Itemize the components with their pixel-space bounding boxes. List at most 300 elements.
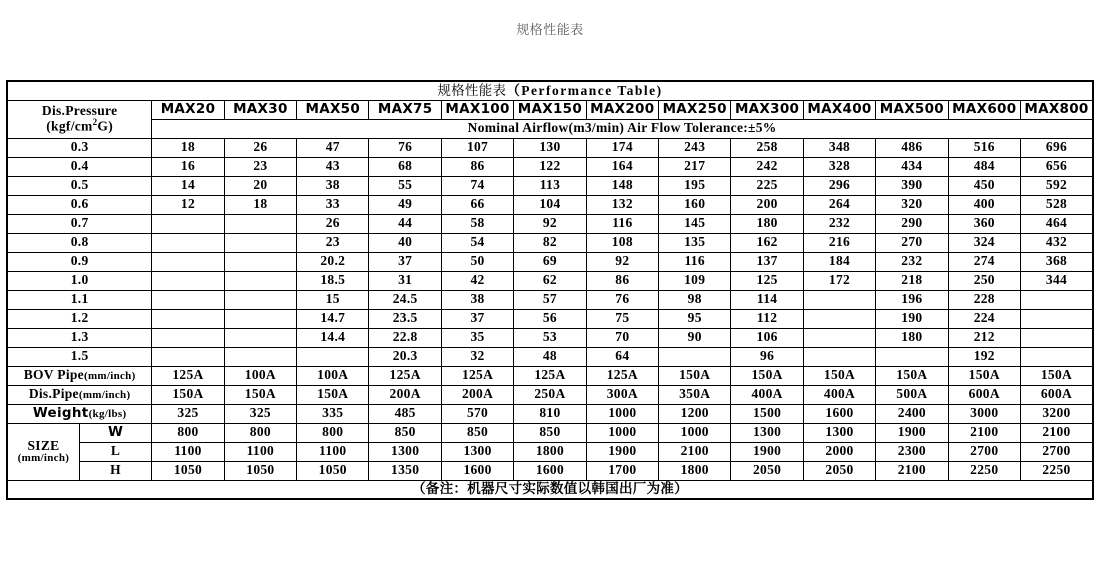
pressure-value: 0.8: [7, 233, 152, 252]
dis-pressure-unit-pre: (kgf/cm: [46, 118, 93, 134]
model-header-max75: MAX75: [369, 100, 441, 119]
nominal-airflow-note-row: [7, 119, 1093, 138]
spec-unit-text: (kg/lbs): [88, 408, 127, 421]
cell-value: 600A: [948, 385, 1020, 404]
cell-value: 31: [369, 271, 441, 290]
cell-value: 464: [1020, 214, 1093, 233]
table-row: [7, 347, 1093, 366]
cell-value: 150A: [731, 366, 803, 385]
cell-value: [152, 347, 224, 366]
pressure-value: 1.2: [7, 309, 152, 328]
cell-value: 125A: [586, 366, 658, 385]
cell-value: [224, 347, 296, 366]
cell-value: 70: [586, 328, 658, 347]
cell-value: 145: [659, 214, 731, 233]
cell-value: 192: [948, 347, 1020, 366]
cell-value: 225: [731, 176, 803, 195]
cell-value: 1900: [731, 442, 803, 461]
cell-value: [224, 214, 296, 233]
cell-value: 108: [586, 233, 658, 252]
cell-value: 224: [948, 309, 1020, 328]
size-dimension-key-h: H: [79, 461, 151, 480]
pressure-value: 0.7: [7, 214, 152, 233]
cell-value: 434: [876, 157, 948, 176]
model-header-max800: MAX800: [1020, 100, 1093, 119]
cell-value: [224, 252, 296, 271]
size-unit-text: (mm/inch): [17, 451, 70, 464]
cell-value: 130: [514, 138, 586, 157]
cell-value: 1100: [152, 442, 224, 461]
cell-value: [659, 347, 731, 366]
cell-value: 2050: [731, 461, 803, 480]
cell-value: 1100: [297, 442, 369, 461]
cell-value: 1900: [586, 442, 658, 461]
cell-value: 600A: [1020, 385, 1093, 404]
cell-value: 92: [514, 214, 586, 233]
cell-value: [224, 271, 296, 290]
cell-value: 800: [224, 423, 296, 442]
cell-value: 49: [369, 195, 441, 214]
cell-value: 109: [659, 271, 731, 290]
table-title-chinese: 规格性能表: [437, 82, 507, 99]
cell-value: 125A: [441, 366, 513, 385]
cell-value: 212: [948, 328, 1020, 347]
model-header-max250: MAX250: [659, 100, 731, 119]
cell-value: 296: [803, 176, 875, 195]
cell-value: 68: [369, 157, 441, 176]
cell-value: 26: [224, 138, 296, 157]
cell-value: 1300: [731, 423, 803, 442]
cell-value: 217: [659, 157, 731, 176]
cell-value: 290: [876, 214, 948, 233]
cell-value: 64: [586, 347, 658, 366]
size-row-h: [7, 461, 1093, 480]
performance-table-body: [7, 81, 1093, 499]
footnote-row: [7, 480, 1093, 499]
table-row: [7, 252, 1093, 271]
cell-value: 264: [803, 195, 875, 214]
table-row: [7, 176, 1093, 195]
cell-value: 150A: [224, 385, 296, 404]
table-row: [7, 233, 1093, 252]
cell-value: 150A: [1020, 366, 1093, 385]
cell-value: [152, 290, 224, 309]
cell-value: 270: [876, 233, 948, 252]
cell-value: 218: [876, 271, 948, 290]
cell-value: 500A: [876, 385, 948, 404]
cell-value: 90: [659, 328, 731, 347]
cell-value: [803, 309, 875, 328]
spec-label-text: Weight: [32, 405, 89, 422]
cell-value: 76: [369, 138, 441, 157]
pressure-value: 0.3: [7, 138, 152, 157]
cell-value: 54: [441, 233, 513, 252]
cell-value: 20: [224, 176, 296, 195]
cell-value: [152, 309, 224, 328]
spec-row-weight: [7, 404, 1093, 423]
cell-value: 850: [369, 423, 441, 442]
size-dimension-key-l: L: [79, 442, 151, 461]
cell-value: [152, 233, 224, 252]
table-row: [7, 157, 1093, 176]
cell-value: 2300: [876, 442, 948, 461]
table-row: [7, 138, 1093, 157]
cell-value: 360: [948, 214, 1020, 233]
cell-value: 592: [1020, 176, 1093, 195]
cell-value: 150A: [152, 385, 224, 404]
cell-value: 150A: [948, 366, 1020, 385]
cell-value: 47: [297, 138, 369, 157]
cell-value: [152, 252, 224, 271]
cell-value: 200A: [369, 385, 441, 404]
model-header-max20: MAX20: [152, 100, 224, 119]
cell-value: [876, 347, 948, 366]
cell-value: 696: [1020, 138, 1093, 157]
cell-value: 274: [948, 252, 1020, 271]
cell-value: 100A: [224, 366, 296, 385]
cell-value: 20.3: [369, 347, 441, 366]
cell-value: 1900: [876, 423, 948, 442]
cell-value: 570: [441, 404, 513, 423]
dis-pressure-unit-sup: 2: [92, 117, 98, 128]
cell-value: 344: [1020, 271, 1093, 290]
cell-value: [297, 347, 369, 366]
cell-value: 56: [514, 309, 586, 328]
cell-value: 18: [152, 138, 224, 157]
cell-value: 24.5: [369, 290, 441, 309]
size-row-w: [7, 423, 1093, 442]
cell-value: 113: [514, 176, 586, 195]
table-title-english: （Performance Table): [506, 82, 663, 98]
spec-label-dis-pipe: [7, 385, 152, 404]
cell-value: 1050: [152, 461, 224, 480]
cell-value: 76: [586, 290, 658, 309]
cell-value: 164: [586, 157, 658, 176]
cell-value: 1350: [369, 461, 441, 480]
cell-value: 450: [948, 176, 1020, 195]
cell-value: 37: [441, 309, 513, 328]
cell-value: 335: [297, 404, 369, 423]
cell-value: 112: [731, 309, 803, 328]
model-header-max500: MAX500: [876, 100, 948, 119]
cell-value: [152, 271, 224, 290]
cell-value: 50: [441, 252, 513, 271]
cell-value: 14.7: [297, 309, 369, 328]
cell-value: 1600: [441, 461, 513, 480]
cell-value: 195: [659, 176, 731, 195]
cell-value: 86: [441, 157, 513, 176]
cell-value: 150A: [876, 366, 948, 385]
cell-value: 1700: [586, 461, 658, 480]
cell-value: 2100: [659, 442, 731, 461]
cell-value: 1800: [514, 442, 586, 461]
cell-value: 1300: [803, 423, 875, 442]
cell-value: [224, 309, 296, 328]
cell-value: 116: [659, 252, 731, 271]
cell-value: 2050: [803, 461, 875, 480]
pressure-value: 0.9: [7, 252, 152, 271]
cell-value: 57: [514, 290, 586, 309]
cell-value: 20.2: [297, 252, 369, 271]
cell-value: [152, 328, 224, 347]
cell-value: 232: [803, 214, 875, 233]
cell-value: 850: [514, 423, 586, 442]
cell-value: 348: [803, 138, 875, 157]
cell-value: [152, 214, 224, 233]
cell-value: 125A: [514, 366, 586, 385]
dis-pressure-label: Dis.Pressure: [41, 103, 118, 119]
cell-value: 14: [152, 176, 224, 195]
model-header-max400: MAX400: [803, 100, 875, 119]
cell-value: 66: [441, 195, 513, 214]
cell-value: 400A: [731, 385, 803, 404]
cell-value: 38: [297, 176, 369, 195]
cell-value: 180: [876, 328, 948, 347]
cell-value: 484: [948, 157, 1020, 176]
cell-value: 400: [948, 195, 1020, 214]
page-header-title: 规格性能表: [516, 23, 584, 38]
pressure-value: 1.5: [7, 347, 152, 366]
cell-value: 300A: [586, 385, 658, 404]
cell-value: 12: [152, 195, 224, 214]
cell-value: 150A: [297, 385, 369, 404]
cell-value: 2250: [948, 461, 1020, 480]
cell-value: 1100: [224, 442, 296, 461]
cell-value: 150A: [803, 366, 875, 385]
cell-value: 328: [803, 157, 875, 176]
pressure-value: 1.3: [7, 328, 152, 347]
table-row: [7, 271, 1093, 290]
cell-value: [224, 328, 296, 347]
cell-value: 116: [586, 214, 658, 233]
cell-value: 1000: [659, 423, 731, 442]
cell-value: 1600: [514, 461, 586, 480]
table-row: [7, 290, 1093, 309]
model-header-max50: MAX50: [297, 100, 369, 119]
cell-value: 100A: [297, 366, 369, 385]
spec-label-bov-pipe: [7, 366, 152, 385]
spec-unit-text: (mm/inch): [83, 370, 136, 383]
cell-value: 23: [224, 157, 296, 176]
model-header-max200: MAX200: [586, 100, 658, 119]
cell-value: 15: [297, 290, 369, 309]
cell-value: 196: [876, 290, 948, 309]
cell-value: [1020, 309, 1093, 328]
cell-value: 40: [369, 233, 441, 252]
cell-value: 74: [441, 176, 513, 195]
pressure-value: 1.1: [7, 290, 152, 309]
cell-value: 400A: [803, 385, 875, 404]
cell-value: 1050: [297, 461, 369, 480]
cell-value: 325: [224, 404, 296, 423]
spec-label-text: BOV Pipe: [23, 367, 84, 383]
cell-value: 48: [514, 347, 586, 366]
cell-value: 16: [152, 157, 224, 176]
cell-value: 69: [514, 252, 586, 271]
cell-value: 486: [876, 138, 948, 157]
cell-value: 1300: [369, 442, 441, 461]
cell-value: 800: [152, 423, 224, 442]
cell-value: 1000: [586, 404, 658, 423]
cell-value: 2700: [948, 442, 1020, 461]
model-header-max30: MAX30: [224, 100, 296, 119]
cell-value: 26: [297, 214, 369, 233]
cell-value: 368: [1020, 252, 1093, 271]
pressure-value: 0.6: [7, 195, 152, 214]
cell-value: 656: [1020, 157, 1093, 176]
cell-value: 2100: [1020, 423, 1093, 442]
cell-value: 135: [659, 233, 731, 252]
model-header-max300: MAX300: [731, 100, 803, 119]
cell-value: 125A: [152, 366, 224, 385]
performance-table-container: [6, 80, 1094, 500]
cell-value: 1300: [441, 442, 513, 461]
table-row: [7, 328, 1093, 347]
cell-value: 1000: [586, 423, 658, 442]
cell-value: 106: [731, 328, 803, 347]
cell-value: [1020, 290, 1093, 309]
spec-row-bov-pipe: [7, 366, 1093, 385]
cell-value: 250: [948, 271, 1020, 290]
dis-pressure-unit-post: G): [97, 118, 114, 134]
cell-value: 23.5: [369, 309, 441, 328]
size-label-text: SIZE: [27, 437, 60, 453]
cell-value: 18.5: [297, 271, 369, 290]
cell-value: [224, 233, 296, 252]
cell-value: 32: [441, 347, 513, 366]
cell-value: 810: [514, 404, 586, 423]
cell-value: [1020, 328, 1093, 347]
nominal-airflow-note: Nominal Airflow(m3/min) Air Flow Tolerance:±5%: [152, 119, 1093, 138]
cell-value: 2100: [948, 423, 1020, 442]
cell-value: 35: [441, 328, 513, 347]
model-header-max600: MAX600: [948, 100, 1020, 119]
cell-value: 1500: [731, 404, 803, 423]
performance-table: [6, 80, 1094, 500]
cell-value: 122: [514, 157, 586, 176]
cell-value: 96: [731, 347, 803, 366]
cell-value: 432: [1020, 233, 1093, 252]
cell-value: 800: [297, 423, 369, 442]
cell-value: 37: [369, 252, 441, 271]
cell-value: 258: [731, 138, 803, 157]
cell-value: 33: [297, 195, 369, 214]
cell-value: 250A: [514, 385, 586, 404]
cell-value: 350A: [659, 385, 731, 404]
cell-value: 1200: [659, 404, 731, 423]
cell-value: 324: [948, 233, 1020, 252]
cell-value: 850: [441, 423, 513, 442]
cell-value: [803, 347, 875, 366]
cell-value: 2400: [876, 404, 948, 423]
cell-value: 2700: [1020, 442, 1093, 461]
model-header-max150: MAX150: [514, 100, 586, 119]
cell-value: 114: [731, 290, 803, 309]
cell-value: 125A: [369, 366, 441, 385]
cell-value: 44: [369, 214, 441, 233]
cell-value: 53: [514, 328, 586, 347]
cell-value: 3200: [1020, 404, 1093, 423]
cell-value: 107: [441, 138, 513, 157]
cell-value: 14.4: [297, 328, 369, 347]
dis-pressure-header: [7, 100, 152, 138]
cell-value: 485: [369, 404, 441, 423]
cell-value: 137: [731, 252, 803, 271]
cell-value: 22.8: [369, 328, 441, 347]
cell-value: 1050: [224, 461, 296, 480]
cell-value: 1800: [659, 461, 731, 480]
cell-value: 232: [876, 252, 948, 271]
footnote: （备注：机器尺寸实际数值以韩国出厂为准）: [7, 480, 1093, 499]
cell-value: 150A: [659, 366, 731, 385]
cell-value: 2250: [1020, 461, 1093, 480]
cell-value: 62: [514, 271, 586, 290]
cell-value: 1600: [803, 404, 875, 423]
cell-value: 320: [876, 195, 948, 214]
cell-value: 38: [441, 290, 513, 309]
cell-value: 2000: [803, 442, 875, 461]
cell-value: 180: [731, 214, 803, 233]
cell-value: [803, 328, 875, 347]
cell-value: 190: [876, 309, 948, 328]
cell-value: 82: [514, 233, 586, 252]
title-row: [7, 81, 1093, 100]
cell-value: 42: [441, 271, 513, 290]
size-dimension-key-w: W: [79, 423, 151, 442]
cell-value: 528: [1020, 195, 1093, 214]
cell-value: 243: [659, 138, 731, 157]
cell-value: [224, 290, 296, 309]
cell-value: 95: [659, 309, 731, 328]
pressure-value: 0.5: [7, 176, 152, 195]
spec-label-weight: [7, 404, 152, 423]
pressure-value: 0.4: [7, 157, 152, 176]
cell-value: 200: [731, 195, 803, 214]
cell-value: 172: [803, 271, 875, 290]
cell-value: 200A: [441, 385, 513, 404]
cell-value: 98: [659, 290, 731, 309]
cell-value: 228: [948, 290, 1020, 309]
cell-value: [1020, 347, 1093, 366]
model-header-max100: MAX100: [441, 100, 513, 119]
cell-value: 75: [586, 309, 658, 328]
cell-value: 162: [731, 233, 803, 252]
table-row: [7, 309, 1093, 328]
pressure-value: 1.0: [7, 271, 152, 290]
cell-value: 242: [731, 157, 803, 176]
cell-value: 125: [731, 271, 803, 290]
cell-value: 3000: [948, 404, 1020, 423]
spec-label-text: Dis.Pipe: [28, 386, 79, 402]
cell-value: 148: [586, 176, 658, 195]
cell-value: 390: [876, 176, 948, 195]
cell-value: 184: [803, 252, 875, 271]
cell-value: 55: [369, 176, 441, 195]
model-header-row: [7, 100, 1093, 119]
table-title: [7, 81, 1093, 100]
cell-value: 23: [297, 233, 369, 252]
cell-value: 86: [586, 271, 658, 290]
table-row: [7, 214, 1093, 233]
spec-row-dis-pipe: [7, 385, 1093, 404]
size-row-l: [7, 442, 1093, 461]
cell-value: [803, 290, 875, 309]
cell-value: 132: [586, 195, 658, 214]
cell-value: 43: [297, 157, 369, 176]
table-row: [7, 195, 1093, 214]
cell-value: 516: [948, 138, 1020, 157]
cell-value: 216: [803, 233, 875, 252]
